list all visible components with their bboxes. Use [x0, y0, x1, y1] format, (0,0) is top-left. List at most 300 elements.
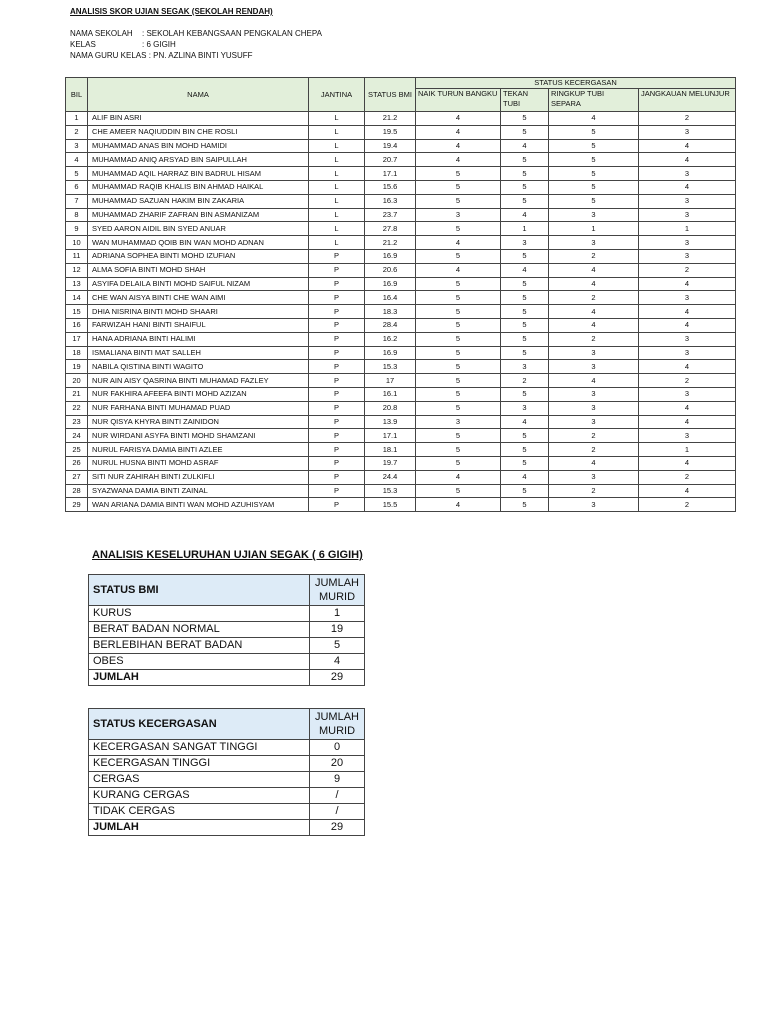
cell-status-bmi: 20.8 [365, 401, 416, 415]
cell-status-bmi: 19.5 [365, 125, 416, 139]
cell-nama: HANA ADRIANA BINTI HALIMI [88, 332, 309, 346]
cell-ringkup-tubi-separa: 5 [549, 167, 639, 181]
cell-nama: NUR FARHANA BINTI MUHAMAD PUAD [88, 401, 309, 415]
cell-ringkup-tubi-separa: 3 [549, 415, 639, 429]
col-ringkup-tubi-separa: RINGKUP TUBI SEPARA [549, 89, 639, 112]
cell-naik-turun-bangku: 4 [416, 125, 501, 139]
cell-nama: NURUL FARISYA DAMIA BINTI AZLEE [88, 443, 309, 457]
student-rows [66, 112, 736, 512]
cell-jangkauan-melunjur: 2 [639, 112, 736, 126]
cell-tekan-tubi: 5 [501, 498, 549, 512]
cell-naik-turun-bangku: 5 [416, 222, 501, 236]
cell-tekan-tubi: 5 [501, 318, 549, 332]
cell-tekan-tubi: 4 [501, 470, 549, 484]
cell-nama: MUHAMMAD AQIL HARRAZ BIN BADRUL HISAM [88, 167, 309, 181]
cell-jantina: P [309, 374, 365, 388]
cell-tekan-tubi: 4 [501, 263, 549, 277]
cell-bil: 13 [66, 277, 88, 291]
bmi-summary-table [88, 574, 365, 686]
cell-bil: 19 [66, 360, 88, 374]
class-label: KELAS [70, 40, 96, 49]
cell-jangkauan-melunjur: 3 [639, 125, 736, 139]
cell-status-bmi: 15.5 [365, 498, 416, 512]
cell-naik-turun-bangku: 5 [416, 332, 501, 346]
table-row [66, 443, 736, 457]
cell-tekan-tubi: 3 [501, 360, 549, 374]
summary-status: KURUS [89, 606, 310, 622]
cell-bil: 2 [66, 125, 88, 139]
cell-nama: NUR FAKHIRA AFEEFA BINTI MOHD AZIZAN [88, 387, 309, 401]
table-row [66, 277, 736, 291]
cell-naik-turun-bangku: 5 [416, 387, 501, 401]
summary-row [89, 622, 365, 638]
cell-jantina: L [309, 167, 365, 181]
cell-bil: 3 [66, 139, 88, 153]
cell-nama: SITI NUR ZAHIRAH BINTI ZULKIFLI [88, 470, 309, 484]
bmi-total-row [89, 670, 365, 686]
cell-ringkup-tubi-separa: 4 [549, 318, 639, 332]
school-row [70, 28, 322, 39]
cell-naik-turun-bangku: 5 [416, 374, 501, 388]
cell-ringkup-tubi-separa: 5 [549, 125, 639, 139]
table-row [66, 429, 736, 443]
cell-jangkauan-melunjur: 4 [639, 456, 736, 470]
cell-jantina: P [309, 484, 365, 498]
table-row [66, 139, 736, 153]
cell-bil: 22 [66, 401, 88, 415]
cell-jantina: P [309, 305, 365, 319]
table-row [66, 112, 736, 126]
cell-naik-turun-bangku: 5 [416, 346, 501, 360]
table-row [66, 484, 736, 498]
table-row [66, 374, 736, 388]
cell-jangkauan-melunjur: 3 [639, 236, 736, 250]
cell-tekan-tubi: 5 [501, 153, 549, 167]
col-status-bmi: STATUS BMI [365, 78, 416, 112]
cell-tekan-tubi: 5 [501, 249, 549, 263]
cell-jangkauan-melunjur: 2 [639, 263, 736, 277]
cell-jangkauan-melunjur: 1 [639, 222, 736, 236]
fitness-total-value: 29 [310, 820, 365, 836]
col-group-status-kecergasan: STATUS KECERGASAN [416, 78, 736, 89]
bmi-total-label: JUMLAH [89, 670, 310, 686]
col-jangkauan-melunjur: JANGKAUAN MELUNJUR [639, 89, 736, 112]
summary-count: / [310, 788, 365, 804]
cell-tekan-tubi: 5 [501, 456, 549, 470]
class-value: : 6 GIGIH [142, 40, 176, 49]
cell-bil: 26 [66, 456, 88, 470]
summary-row [89, 788, 365, 804]
cell-bil: 18 [66, 346, 88, 360]
cell-jangkauan-melunjur: 3 [639, 291, 736, 305]
summary-count: 19 [310, 622, 365, 638]
cell-naik-turun-bangku: 5 [416, 401, 501, 415]
cell-naik-turun-bangku: 5 [416, 180, 501, 194]
cell-tekan-tubi: 5 [501, 484, 549, 498]
table-row [66, 498, 736, 512]
summary-row [89, 804, 365, 820]
cell-tekan-tubi: 5 [501, 443, 549, 457]
summary-row [89, 740, 365, 756]
cell-naik-turun-bangku: 4 [416, 263, 501, 277]
cell-ringkup-tubi-separa: 3 [549, 208, 639, 222]
fitness-summary-table [88, 708, 365, 836]
cell-ringkup-tubi-separa: 4 [549, 277, 639, 291]
cell-tekan-tubi: 5 [501, 346, 549, 360]
table-row [66, 180, 736, 194]
cell-bil: 27 [66, 470, 88, 484]
cell-nama: MUHAMMAD SAZUAN HAKIM BIN ZAKARIA [88, 194, 309, 208]
cell-status-bmi: 18.3 [365, 305, 416, 319]
cell-jangkauan-melunjur: 4 [639, 318, 736, 332]
cell-nama: CHE AMEER NAQIUDDIN BIN CHE ROSLI [88, 125, 309, 139]
table-row [66, 387, 736, 401]
cell-naik-turun-bangku: 3 [416, 415, 501, 429]
cell-ringkup-tubi-separa: 4 [549, 263, 639, 277]
cell-jantina: P [309, 498, 365, 512]
cell-status-bmi: 17.1 [365, 167, 416, 181]
cell-jantina: L [309, 125, 365, 139]
cell-nama: ISMALIANA BINTI MAT SALLEH [88, 346, 309, 360]
table-row [66, 236, 736, 250]
cell-naik-turun-bangku: 4 [416, 112, 501, 126]
table-row [66, 263, 736, 277]
cell-status-bmi: 18.1 [365, 443, 416, 457]
cell-nama: MUHAMMAD ANIQ ARSYAD BIN SAIPULLAH [88, 153, 309, 167]
summary-row [89, 772, 365, 788]
cell-tekan-tubi: 4 [501, 139, 549, 153]
cell-jantina: P [309, 277, 365, 291]
cell-jangkauan-melunjur: 3 [639, 249, 736, 263]
summary-count: / [310, 804, 365, 820]
cell-jangkauan-melunjur: 4 [639, 277, 736, 291]
table-row [66, 167, 736, 181]
cell-tekan-tubi: 5 [501, 332, 549, 346]
cell-ringkup-tubi-separa: 5 [549, 194, 639, 208]
cell-ringkup-tubi-separa: 3 [549, 401, 639, 415]
table-row [66, 125, 736, 139]
cell-nama: MUHAMMAD RAQIB KHALIS BIN AHMAD HAIKAL [88, 180, 309, 194]
school-value: : SEKOLAH KEBANGSAAN PENGKALAN CHEPA [142, 29, 322, 38]
cell-tekan-tubi: 5 [501, 429, 549, 443]
cell-status-bmi: 20.6 [365, 263, 416, 277]
table-row [66, 456, 736, 470]
cell-jantina: L [309, 153, 365, 167]
cell-status-bmi: 27.8 [365, 222, 416, 236]
cell-jantina: P [309, 360, 365, 374]
cell-tekan-tubi: 5 [501, 112, 549, 126]
cell-nama: ALMA SOFIA BINTI MOHD SHAH [88, 263, 309, 277]
col-naik-turun-bangku: NAIK TURUN BANGKU [416, 89, 501, 112]
cell-jangkauan-melunjur: 2 [639, 374, 736, 388]
cell-status-bmi: 17 [365, 374, 416, 388]
cell-bil: 17 [66, 332, 88, 346]
cell-nama: ASYIFA DELAILA BINTI MOHD SAIFUL NIZAM [88, 277, 309, 291]
cell-jantina: P [309, 470, 365, 484]
cell-jangkauan-melunjur: 4 [639, 360, 736, 374]
cell-bil: 16 [66, 318, 88, 332]
cell-bil: 23 [66, 415, 88, 429]
cell-nama: SYAZWANA DAMIA BINTI ZAINAL [88, 484, 309, 498]
cell-naik-turun-bangku: 4 [416, 236, 501, 250]
cell-naik-turun-bangku: 5 [416, 429, 501, 443]
cell-jantina: P [309, 415, 365, 429]
cell-bil: 11 [66, 249, 88, 263]
cell-nama: MUHAMMAD ANAS BIN MOHD HAMIDI [88, 139, 309, 153]
cell-bil: 25 [66, 443, 88, 457]
cell-bil: 4 [66, 153, 88, 167]
cell-nama: NUR WIRDANI ASYFA BINTI MOHD SHAMZANI [88, 429, 309, 443]
cell-jantina: L [309, 194, 365, 208]
cell-nama: MUHAMMAD ZHARIF ZAFRAN BIN ASMANIZAM [88, 208, 309, 222]
section-title: ANALISIS KESELURUHAN UJIAN SEGAK ( 6 GIGIH) [92, 549, 363, 561]
cell-tekan-tubi: 5 [501, 194, 549, 208]
cell-jantina: P [309, 249, 365, 263]
cell-jantina: P [309, 387, 365, 401]
summary-status: CERGAS [89, 772, 310, 788]
cell-nama: NABILA QISTINA BINTI WAGITO [88, 360, 309, 374]
cell-tekan-tubi: 5 [501, 387, 549, 401]
cell-bil: 12 [66, 263, 88, 277]
cell-status-bmi: 17.1 [365, 429, 416, 443]
cell-ringkup-tubi-separa: 3 [549, 470, 639, 484]
table-row [66, 153, 736, 167]
cell-jantina: P [309, 291, 365, 305]
cell-tekan-tubi: 2 [501, 374, 549, 388]
cell-jangkauan-melunjur: 3 [639, 429, 736, 443]
table-row [66, 360, 736, 374]
cell-ringkup-tubi-separa: 5 [549, 139, 639, 153]
cell-ringkup-tubi-separa: 2 [549, 443, 639, 457]
cell-nama: FARWIZAH HANI BINTI SHAIFUL [88, 318, 309, 332]
cell-jangkauan-melunjur: 2 [639, 498, 736, 512]
summary-count: 9 [310, 772, 365, 788]
summary-status: TIDAK CERGAS [89, 804, 310, 820]
cell-naik-turun-bangku: 5 [416, 305, 501, 319]
cell-jangkauan-melunjur: 4 [639, 484, 736, 498]
summary-status: OBES [89, 654, 310, 670]
cell-bil: 29 [66, 498, 88, 512]
cell-nama: NUR QISYA KHYRA BINTI ZAINIDON [88, 415, 309, 429]
cell-nama: ALIF BIN ASRI [88, 112, 309, 126]
summary-status: KECERGASAN TINGGI [89, 756, 310, 772]
cell-bil: 21 [66, 387, 88, 401]
cell-naik-turun-bangku: 5 [416, 291, 501, 305]
cell-nama: CHE WAN AISYA BINTI CHE WAN AIMI [88, 291, 309, 305]
cell-naik-turun-bangku: 5 [416, 443, 501, 457]
cell-ringkup-tubi-separa: 4 [549, 112, 639, 126]
cell-status-bmi: 13.9 [365, 415, 416, 429]
table-row [66, 291, 736, 305]
summary-count: 4 [310, 654, 365, 670]
cell-bil: 9 [66, 222, 88, 236]
cell-naik-turun-bangku: 5 [416, 456, 501, 470]
col-jantina: JANTINA [309, 78, 365, 112]
bmi-head-status: STATUS BMI [89, 575, 310, 606]
summary-row [89, 638, 365, 654]
table-row [66, 415, 736, 429]
cell-jantina: L [309, 236, 365, 250]
cell-status-bmi: 16.4 [365, 291, 416, 305]
summary-status: KECERGASAN SANGAT TINGGI [89, 740, 310, 756]
fitness-head-count: JUMLAH MURID [310, 709, 365, 740]
cell-status-bmi: 16.1 [365, 387, 416, 401]
cell-tekan-tubi: 5 [501, 305, 549, 319]
col-bil: BIL [66, 78, 88, 112]
school-label: NAMA SEKOLAH [70, 29, 133, 38]
cell-naik-turun-bangku: 5 [416, 167, 501, 181]
cell-status-bmi: 15.3 [365, 360, 416, 374]
cell-status-bmi: 21.2 [365, 236, 416, 250]
cell-jangkauan-melunjur: 4 [639, 139, 736, 153]
summary-status: BERAT BADAN NORMAL [89, 622, 310, 638]
cell-tekan-tubi: 5 [501, 167, 549, 181]
cell-jantina: L [309, 180, 365, 194]
cell-jantina: L [309, 222, 365, 236]
col-tekan-tubi: TEKAN TUBI [501, 89, 549, 112]
summary-count: 0 [310, 740, 365, 756]
cell-naik-turun-bangku: 4 [416, 139, 501, 153]
summary-row [89, 606, 365, 622]
cell-bil: 6 [66, 180, 88, 194]
cell-ringkup-tubi-separa: 2 [549, 249, 639, 263]
cell-jangkauan-melunjur: 4 [639, 305, 736, 319]
table-row [66, 401, 736, 415]
summary-status: KURANG CERGAS [89, 788, 310, 804]
table-row [66, 305, 736, 319]
fitness-head-status: STATUS KECERGASAN [89, 709, 310, 740]
cell-bil: 8 [66, 208, 88, 222]
fitness-total-label: JUMLAH [89, 820, 310, 836]
table-row [66, 346, 736, 360]
cell-nama: ADRIANA SOPHEA BINTI MOHD IZUFIAN [88, 249, 309, 263]
cell-status-bmi: 21.2 [365, 112, 416, 126]
summary-count: 5 [310, 638, 365, 654]
cell-jantina: P [309, 429, 365, 443]
cell-tekan-tubi: 5 [501, 180, 549, 194]
cell-naik-turun-bangku: 5 [416, 318, 501, 332]
cell-ringkup-tubi-separa: 3 [549, 236, 639, 250]
cell-naik-turun-bangku: 5 [416, 360, 501, 374]
cell-tekan-tubi: 5 [501, 291, 549, 305]
bmi-total-value: 29 [310, 670, 365, 686]
cell-nama: DHIA NISRINA BINTI MOHD SHAARI [88, 305, 309, 319]
cell-ringkup-tubi-separa: 3 [549, 387, 639, 401]
cell-naik-turun-bangku: 5 [416, 249, 501, 263]
document-header [70, 6, 322, 61]
cell-bil: 5 [66, 167, 88, 181]
cell-ringkup-tubi-separa: 5 [549, 180, 639, 194]
cell-ringkup-tubi-separa: 2 [549, 484, 639, 498]
cell-tekan-tubi: 1 [501, 222, 549, 236]
cell-status-bmi: 16.3 [365, 194, 416, 208]
table-row [66, 249, 736, 263]
cell-ringkup-tubi-separa: 5 [549, 153, 639, 167]
cell-jantina: P [309, 263, 365, 277]
col-nama: NAMA [88, 78, 309, 112]
cell-status-bmi: 15.3 [365, 484, 416, 498]
summary-count: 1 [310, 606, 365, 622]
cell-naik-turun-bangku: 4 [416, 470, 501, 484]
cell-bil: 14 [66, 291, 88, 305]
cell-naik-turun-bangku: 5 [416, 194, 501, 208]
cell-ringkup-tubi-separa: 3 [549, 346, 639, 360]
cell-jantina: L [309, 139, 365, 153]
summary-row [89, 756, 365, 772]
cell-tekan-tubi: 5 [501, 277, 549, 291]
cell-ringkup-tubi-separa: 2 [549, 332, 639, 346]
class-row [70, 39, 322, 50]
cell-naik-turun-bangku: 5 [416, 277, 501, 291]
cell-jangkauan-melunjur: 1 [639, 443, 736, 457]
cell-status-bmi: 16.2 [365, 332, 416, 346]
table-row [66, 318, 736, 332]
cell-status-bmi: 23.7 [365, 208, 416, 222]
cell-jantina: P [309, 346, 365, 360]
cell-ringkup-tubi-separa: 3 [549, 360, 639, 374]
cell-jangkauan-melunjur: 4 [639, 153, 736, 167]
cell-ringkup-tubi-separa: 2 [549, 291, 639, 305]
cell-tekan-tubi: 3 [501, 236, 549, 250]
cell-jantina: P [309, 401, 365, 415]
cell-status-bmi: 24.4 [365, 470, 416, 484]
cell-bil: 28 [66, 484, 88, 498]
cell-bil: 15 [66, 305, 88, 319]
cell-jangkauan-melunjur: 2 [639, 470, 736, 484]
cell-bil: 20 [66, 374, 88, 388]
cell-jangkauan-melunjur: 3 [639, 194, 736, 208]
cell-status-bmi: 19.7 [365, 456, 416, 470]
cell-status-bmi: 16.9 [365, 277, 416, 291]
cell-ringkup-tubi-separa: 2 [549, 429, 639, 443]
cell-jangkauan-melunjur: 4 [639, 401, 736, 415]
summary-row [89, 654, 365, 670]
summary-count: 20 [310, 756, 365, 772]
cell-bil: 24 [66, 429, 88, 443]
cell-naik-turun-bangku: 4 [416, 498, 501, 512]
table-row [66, 208, 736, 222]
cell-tekan-tubi: 3 [501, 401, 549, 415]
table-row [66, 470, 736, 484]
table-row [66, 194, 736, 208]
cell-naik-turun-bangku: 5 [416, 484, 501, 498]
cell-jantina: P [309, 332, 365, 346]
bmi-head-count: JUMLAH MURID [310, 575, 365, 606]
cell-tekan-tubi: 4 [501, 415, 549, 429]
table-row [66, 332, 736, 346]
cell-nama: NUR AIN AISY QASRINA BINTI MUHAMAD FAZLEY [88, 374, 309, 388]
cell-status-bmi: 19.4 [365, 139, 416, 153]
cell-jangkauan-melunjur: 3 [639, 208, 736, 222]
cell-ringkup-tubi-separa: 4 [549, 374, 639, 388]
fitness-rows [89, 740, 365, 820]
document-title: ANALISIS SKOR UJIAN SEGAK (SEKOLAH RENDAH) [70, 7, 273, 16]
cell-jangkauan-melunjur: 3 [639, 346, 736, 360]
summary-status: BERLEBIHAN BERAT BADAN [89, 638, 310, 654]
cell-tekan-tubi: 4 [501, 208, 549, 222]
cell-bil: 7 [66, 194, 88, 208]
cell-ringkup-tubi-separa: 4 [549, 456, 639, 470]
cell-jangkauan-melunjur: 3 [639, 332, 736, 346]
cell-ringkup-tubi-separa: 1 [549, 222, 639, 236]
cell-nama: WAN ARIANA DAMIA BINTI WAN MOHD AZUHISYAM [88, 498, 309, 512]
cell-naik-turun-bangku: 4 [416, 153, 501, 167]
cell-status-bmi: 15.6 [365, 180, 416, 194]
table-row [66, 222, 736, 236]
cell-nama: NURUL HUSNA BINTI MOHD ASRAF [88, 456, 309, 470]
cell-jantina: P [309, 318, 365, 332]
cell-status-bmi: 16.9 [365, 346, 416, 360]
